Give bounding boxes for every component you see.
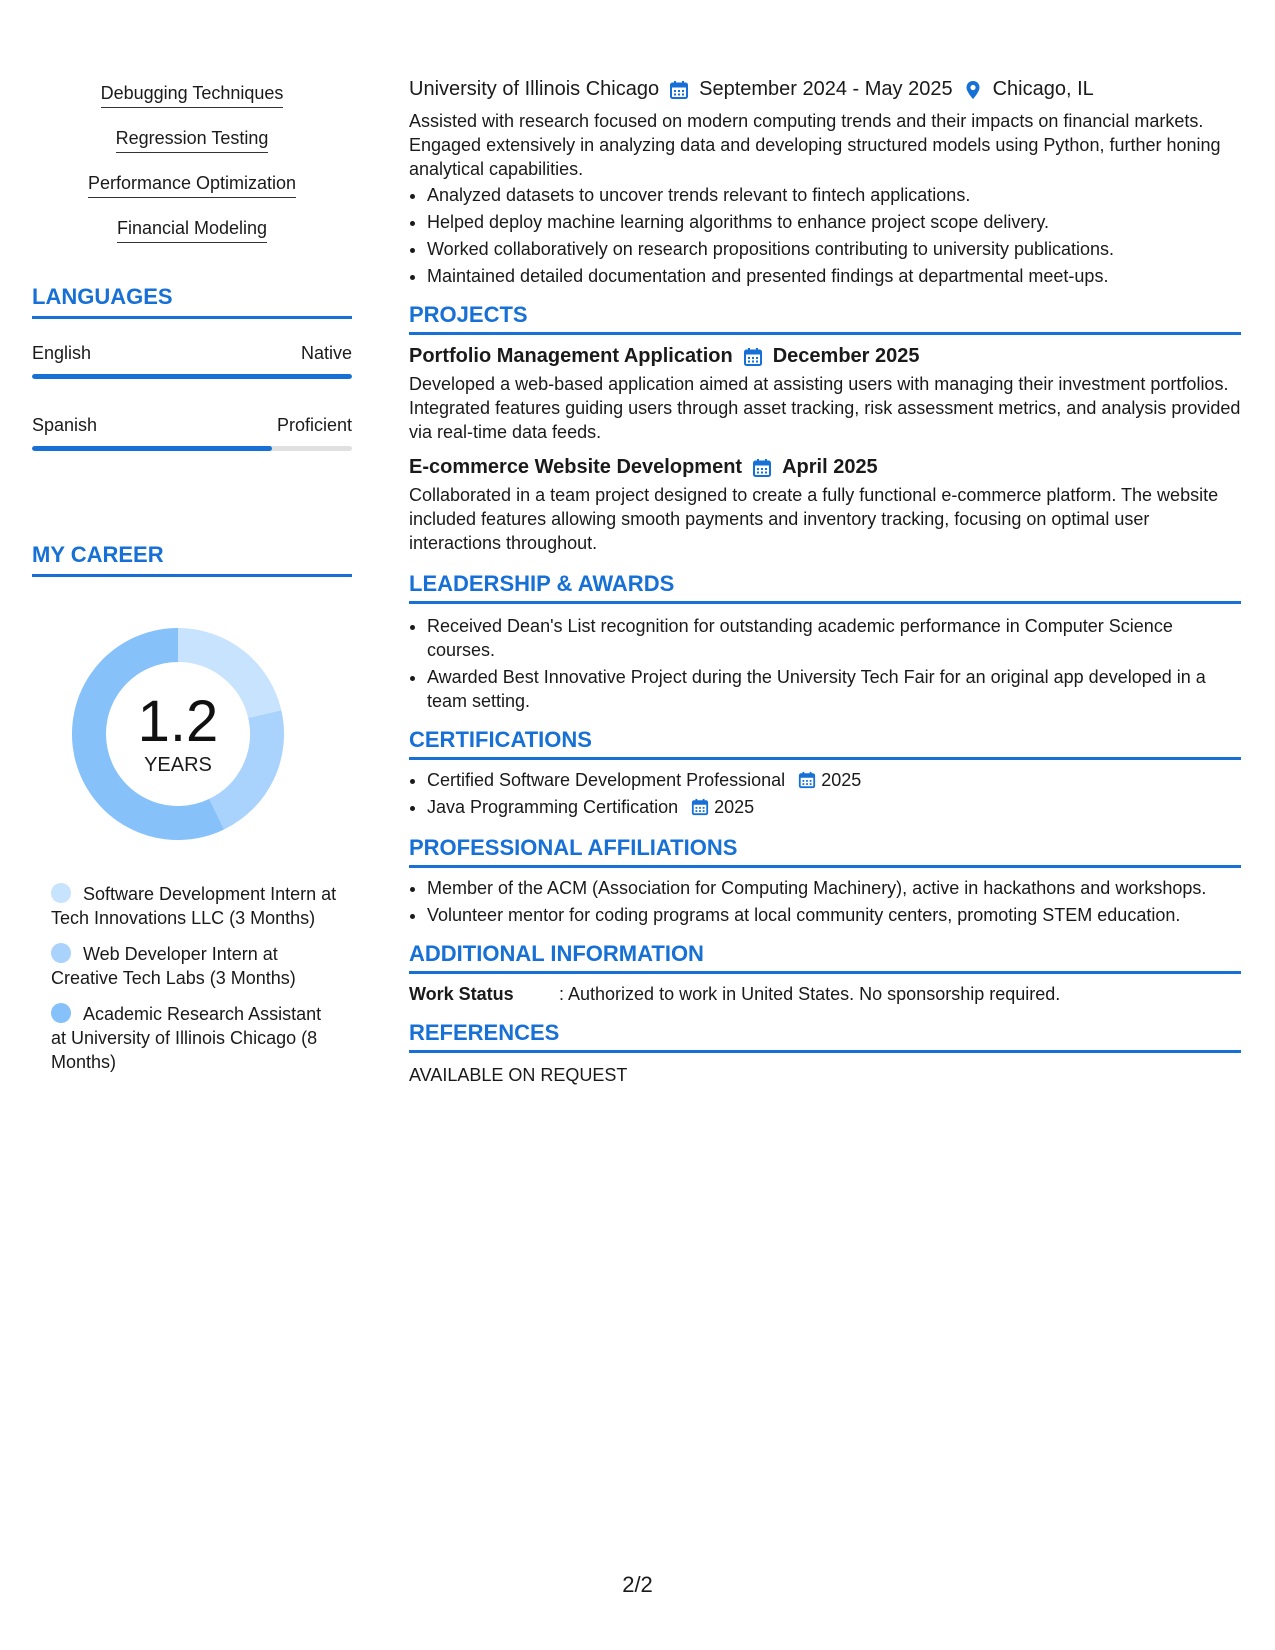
project-title: Portfolio Management Application — [409, 345, 733, 367]
list-item: • Member of the ACM (Association for Computing Machinery), active in hackathons and workshops. — [427, 876, 1241, 900]
references-text: AVAILABLE ON REQUEST — [409, 1065, 628, 1085]
languages-section — [32, 284, 352, 451]
language-level: Proficient — [276, 415, 352, 435]
list-item: • Maintained detailed documentation and presented findings at departmental meet-ups. — [427, 264, 1241, 288]
right-column — [409, 78, 1241, 1087]
leadership-list — [409, 614, 1241, 713]
affiliations-list — [409, 876, 1241, 927]
project-date: December 2025 — [772, 345, 920, 367]
list-item: • Worked collaboratively on research propositions contributing to university publications. — [427, 237, 1241, 261]
references-heading: REFERENCES — [409, 1020, 1241, 1053]
language-item — [32, 343, 352, 379]
work-status-row — [409, 982, 1241, 1006]
career-donut — [66, 622, 290, 846]
language-level: Native — [300, 343, 352, 363]
language-bar-fill — [32, 374, 352, 379]
project-date: April 2025 — [782, 456, 878, 478]
experience-summary: Assisted with research focused on modern computing trends and their impacts on financial markets. Engaged extensively in analyzing data and developing structured models using Python, further honing analytical capabilities. — [409, 111, 1221, 179]
certification-item: • Java Programming Certification 2025 — [427, 795, 1241, 819]
additional-heading: ADDITIONAL INFORMATION — [409, 941, 1241, 974]
project-description: Developed a web-based application aimed at assisting users with managing their investment portfolios. Integrated features guiding users through asset tracking, risk assessment metrics, and analysis provided via real-time data feeds. — [409, 374, 1241, 442]
left-column — [32, 82, 352, 1072]
calendar-icon — [752, 458, 772, 478]
page-number: 2/2 — [622, 1572, 653, 1597]
skill-item: Financial Modeling — [32, 217, 352, 262]
certification-item: • Certified Software Development Professional 2025 — [427, 768, 1241, 792]
career-total: 1.2 — [137, 688, 219, 754]
legend-dot-icon — [51, 943, 71, 963]
career-heading: MY CAREER — [32, 542, 352, 577]
career-unit: YEARS — [144, 753, 212, 776]
experience-bullets — [409, 183, 1241, 288]
location-pin-icon — [963, 80, 983, 100]
career-legend-item: Web Developer Intern at Creative Tech Labs (3 Months) — [51, 944, 296, 988]
language-bar — [32, 374, 352, 379]
career-legend-item: Academic Research Assistant at University of Illinois Chicago (8 Months) — [51, 1004, 322, 1072]
project-item — [409, 345, 1241, 444]
experience-location: Chicago, IL — [992, 78, 1094, 100]
calendar-icon — [798, 771, 816, 789]
projects-heading: PROJECTS — [409, 302, 1241, 335]
list-item: • Analyzed datasets to uncover trends relevant to fintech applications. — [427, 183, 1241, 207]
language-name: Spanish — [32, 415, 98, 435]
calendar-icon — [669, 80, 689, 100]
project-title: E-commerce Website Development — [409, 456, 743, 478]
career-legend — [51, 882, 341, 1086]
certifications-list — [409, 768, 1241, 819]
leadership-heading: LEADERSHIP & AWARDS — [409, 571, 1241, 604]
list-item: • Helped deploy machine learning algorithms to enhance project scope delivery. — [427, 210, 1241, 234]
career-legend-item: Software Development Intern at Tech Innovations LLC (3 Months) — [51, 884, 337, 928]
language-name: English — [32, 343, 92, 363]
list-item: • Volunteer mentor for coding programs at local community centers, promoting STEM education. — [427, 903, 1241, 927]
skill-item: Performance Optimization — [32, 172, 352, 217]
calendar-icon — [691, 798, 709, 816]
career-section — [32, 542, 352, 577]
work-status-label: Work Status — [409, 984, 514, 1004]
certifications-heading: CERTIFICATIONS — [409, 727, 1241, 760]
project-description: Collaborated in a team project designed to create a fully functional e-commerce platform. The website included features allowing smooth payments and inventory tracking, focusing on optimal user interactions throughout. — [409, 485, 1219, 553]
language-bar — [32, 446, 352, 451]
language-bar-fill — [32, 446, 272, 451]
skill-item: Regression Testing — [32, 127, 352, 172]
project-item — [409, 456, 1241, 555]
skill-item: Debugging Techniques — [32, 82, 352, 127]
language-item — [32, 415, 352, 451]
work-status-value: : Authorized to work in United States. No sponsorship required. — [559, 984, 1061, 1004]
experience-header — [409, 78, 1241, 101]
experience-dates: September 2024 - May 2025 — [699, 78, 953, 100]
legend-dot-icon — [51, 883, 71, 903]
languages-heading: LANGUAGES — [32, 284, 352, 319]
affiliations-heading: PROFESSIONAL AFFILIATIONS — [409, 835, 1241, 868]
list-item: • Received Dean's List recognition for outstanding academic performance in Computer Science courses. — [427, 614, 1241, 662]
calendar-icon — [743, 347, 763, 367]
list-item: • Awarded Best Innovative Project during the University Tech Fair for an original app developed in a team setting. — [427, 665, 1241, 713]
experience-institution: University of Illinois Chicago — [409, 78, 660, 100]
legend-dot-icon — [51, 1003, 71, 1023]
skills-list — [32, 82, 352, 262]
